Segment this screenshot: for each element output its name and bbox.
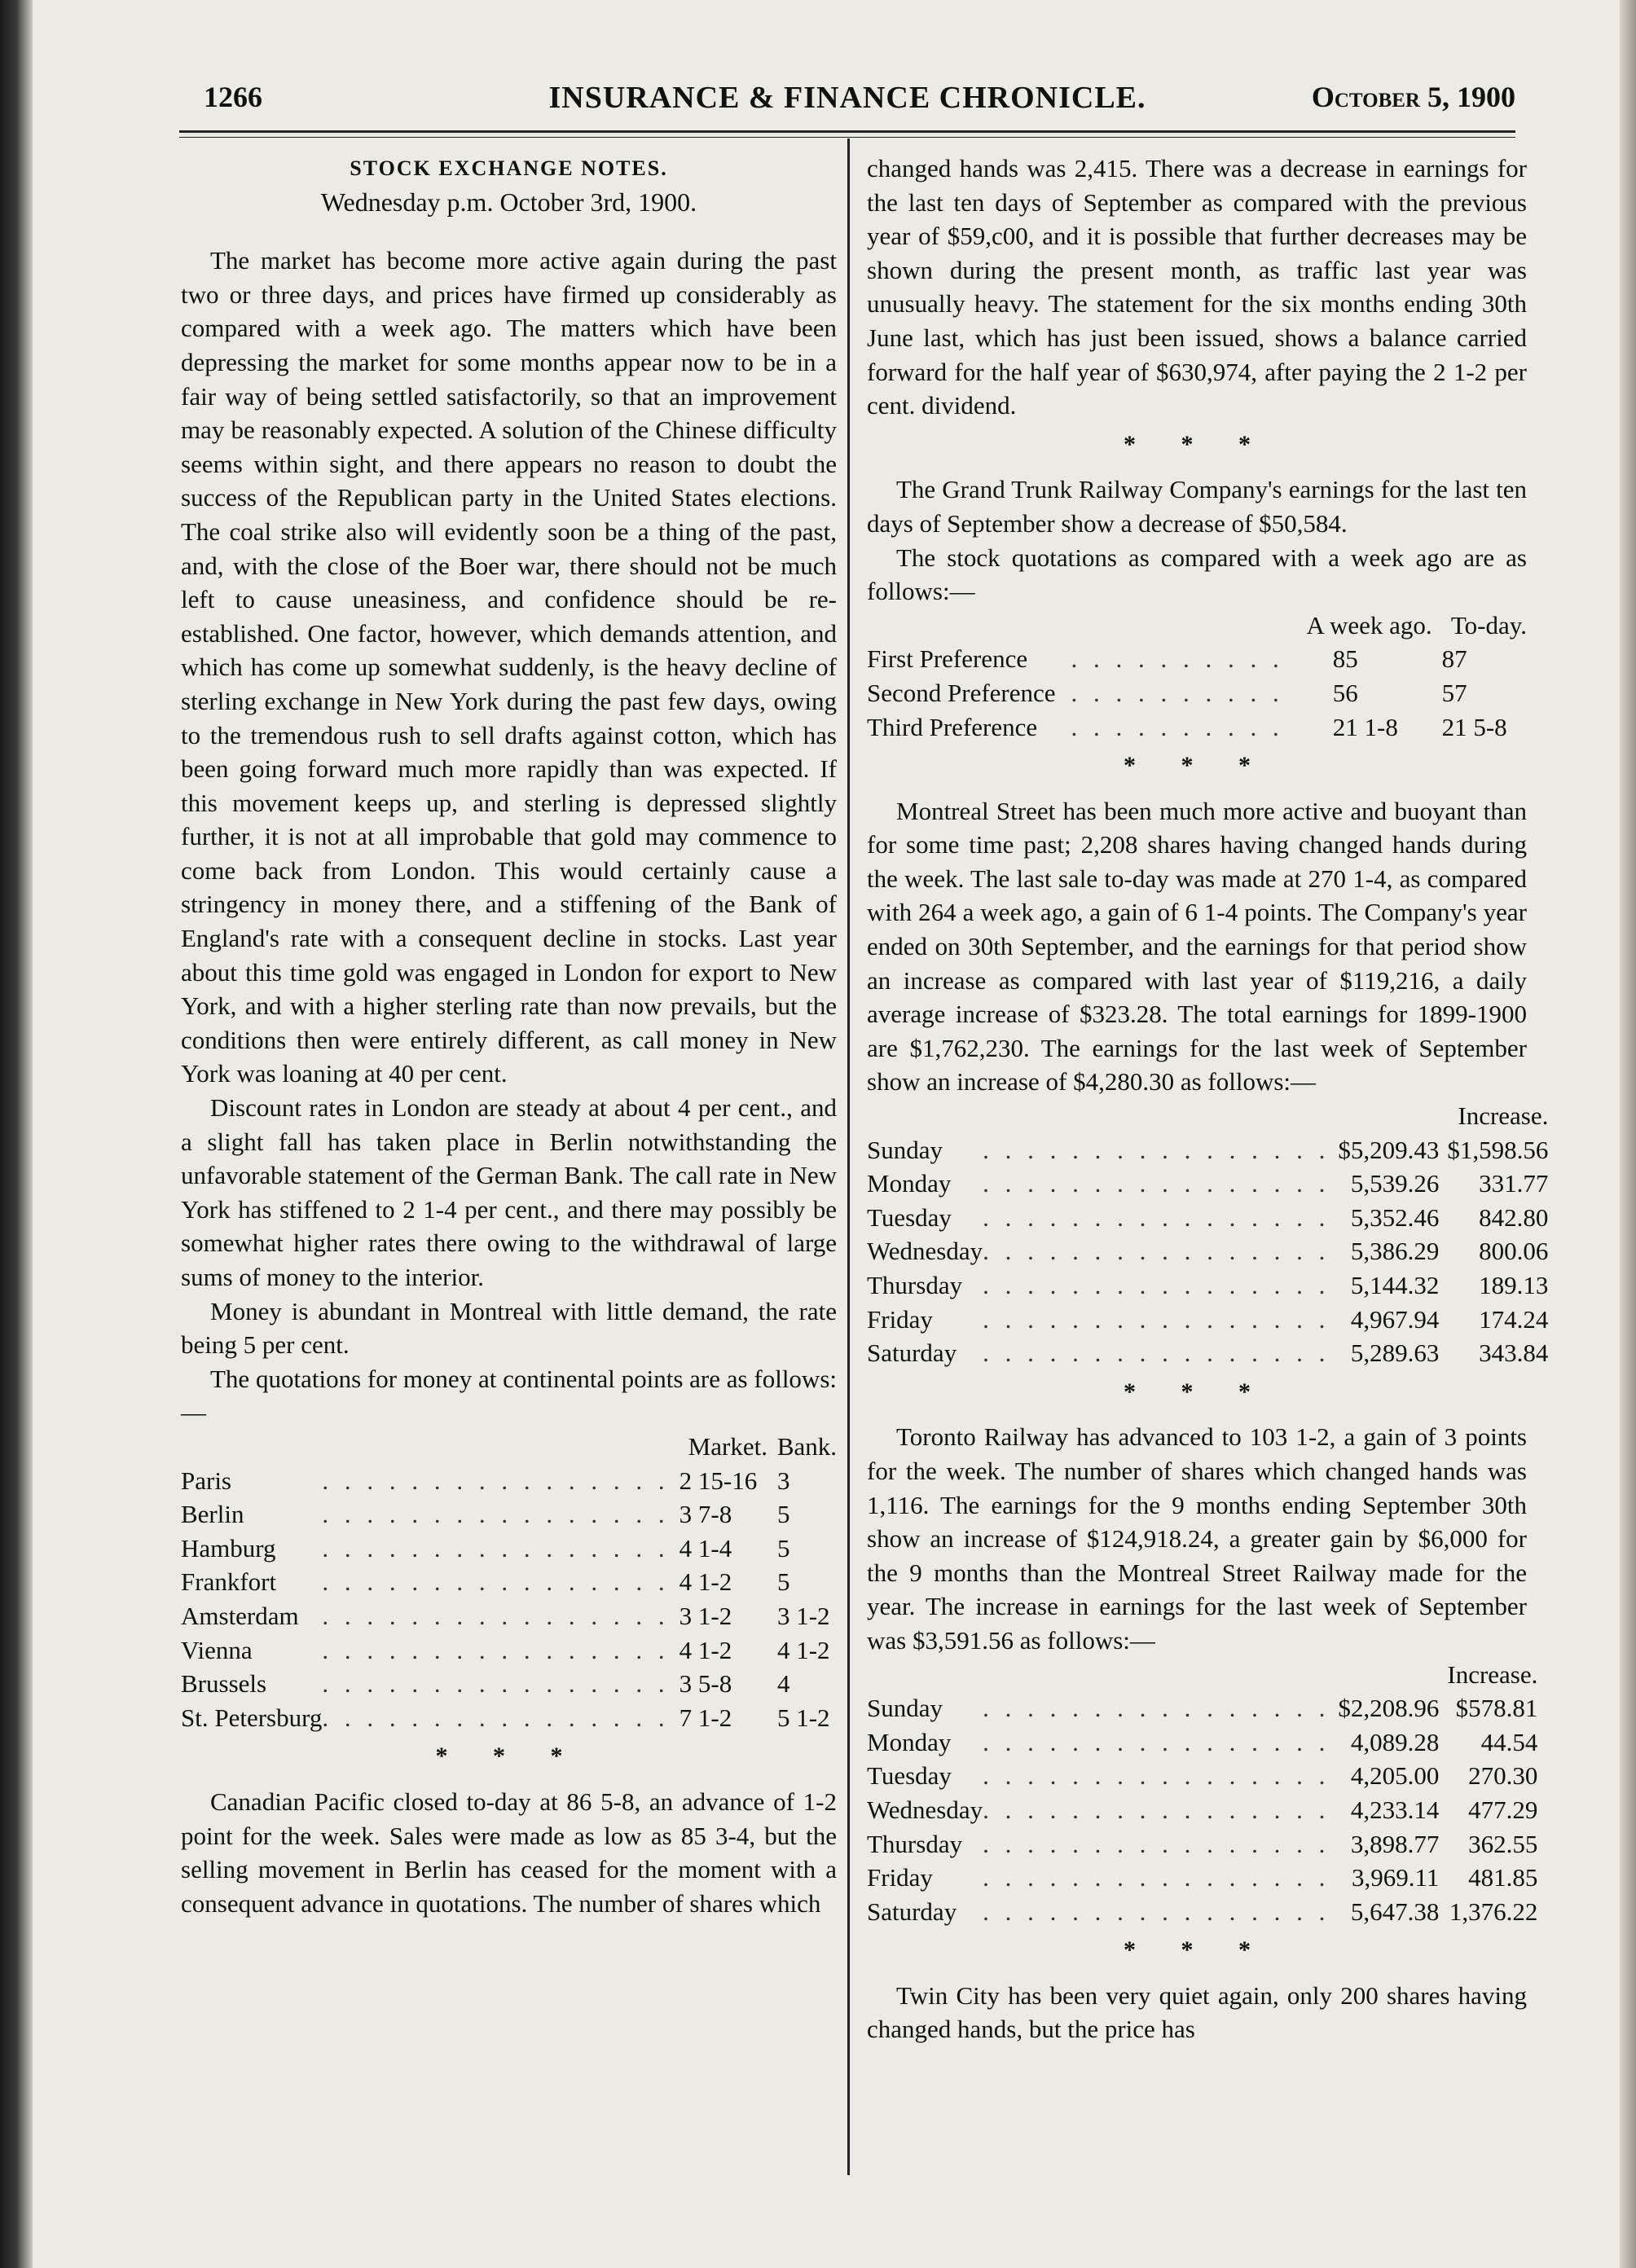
table-row xyxy=(867,1759,1537,1793)
column-header-increase: Increase. xyxy=(1447,1659,1538,1689)
earnings-increase: 44.54 xyxy=(1480,1727,1538,1756)
paragraph-canadian-pacific: Canadian Pacific closed to-day at 86 5-8, an advance of 1-2 point for the week. Sales were made as low as 85 3-4, but the selling movement in Berlin has ceased for the moment with a consequent advance in quotations. The number of shares which xyxy=(181,1787,837,1918)
table-row xyxy=(867,710,1527,745)
day-name: Tuesday xyxy=(867,1761,952,1791)
earnings-increase: 343.84 xyxy=(1479,1338,1549,1368)
leader-dots: . . . . . . . . . . . . . . . . xyxy=(983,1694,1330,1723)
journal-title: INSURANCE & FINANCE CHRONICLE. xyxy=(548,81,1146,115)
today-price: 57 xyxy=(1441,678,1467,707)
market-rate: 4 1-2 xyxy=(679,1567,732,1597)
earnings-amount: 5,144.32 xyxy=(1350,1271,1440,1299)
stock-name: Second Preference xyxy=(867,678,1056,707)
day-name: Wednesday xyxy=(867,1795,983,1824)
table-row xyxy=(181,1599,837,1633)
leader-dots: . . . . . . . . . . . . . . . . xyxy=(983,1761,1330,1791)
earnings-increase: 477.29 xyxy=(1468,1795,1538,1824)
paragraph-market-outlook: The market has become more active again during the past two or three days, and prices have firmed up considerably as compared with a week ago. The matters which have been depressing the market for some months appear now to be in a fair way of being settled satisfactorily, so that an improvement may be reasonably expected. A solution of the Chinese difficulty seems within sight, and there appears no reason to doubt the success of the Republican party in the United States elections. The coal strike also will evidently soon be a thing of the past, and, with the close of the Boer war, there should not be much left to cause uneasiness, and confidence should be re-established. One factor, however, which demands attention, and which has come up somewhat suddenly, is the heavy decline of sterling exchange in New York during the past few days, owing to the tremendous rush to sell drafts against cotton, which has been going forward much more rapidly than was expected. If this movement keeps up, and sterling is depressed slightly further, it is not at all improbable that gold may commence to come back from London. This would certainly cause a stringency in money there, and a stiffening of the Bank of England's rate with a consequent decline in stocks. Last year about this time gold was engaged in London for export to New York, and with a higher sterling rate than now prevails, but the conditions then were entirely different, as call money in New York was loaning at 40 per cent. xyxy=(181,246,837,1088)
today-price: 21 5-8 xyxy=(1441,712,1507,741)
table-row xyxy=(867,642,1527,676)
leader-dots: . . . . . . . . . . xyxy=(1071,678,1284,707)
paragraph-cp-continued: changed hands was 2,415. There was a decrease in earnings for the last ten days of September as compared with the previous year of $59,c00, and it is possible that further decreases may be shown during the present month, as traffic last year was unusually heavy. The statement for the six months ending 30th June last, which has just been issued, shows a balance carried forward for the half year of $630,974, after paying the 2 1-2 per cent. dividend. xyxy=(867,154,1527,420)
leader-dots: . . . . . . . . . . . . . . . . xyxy=(322,1601,670,1630)
city-name: Frankfort xyxy=(181,1567,277,1597)
earnings-amount: 3,898.77 xyxy=(1350,1829,1440,1858)
city-name: Hamburg xyxy=(181,1533,276,1563)
column-header-week-ago: A week ago. xyxy=(1306,610,1432,640)
leader-dots: . . . . . . . . . . . . . . . . xyxy=(983,1202,1330,1232)
page-edge-shadow xyxy=(1620,0,1636,2268)
city-name: St. Petersburg xyxy=(181,1703,323,1732)
leader-dots: . . . . . . . . . . . . . . . . xyxy=(322,1500,670,1529)
issue-date: October 5, 1900 xyxy=(1311,81,1515,113)
paragraph-grand-trunk: The Grand Trunk Railway Company's earnings for the last ten days of September show a decrease of $50,584. xyxy=(867,475,1527,538)
section-title: STOCK EXCHANGE NOTES. xyxy=(350,156,668,180)
section-date: Wednesday p.m. October 3rd, 1900. xyxy=(320,187,697,217)
table-row xyxy=(867,1691,1537,1725)
earnings-amount: 3,969.11 xyxy=(1352,1863,1440,1892)
today-price: 87 xyxy=(1441,644,1467,674)
market-rate: 3 1-2 xyxy=(679,1601,732,1630)
city-name: Berlin xyxy=(181,1500,244,1529)
table-row xyxy=(867,1895,1537,1929)
day-name: Monday xyxy=(867,1727,952,1756)
city-name: Vienna xyxy=(181,1635,253,1664)
earnings-increase: $578.81 xyxy=(1455,1694,1538,1723)
leader-dots: . . . . . . . . . . . . . . . . xyxy=(983,1863,1330,1892)
section-separator: * * * xyxy=(1124,1936,1270,1964)
earnings-amount: $5,209.43 xyxy=(1338,1135,1440,1164)
table-header-row xyxy=(867,609,1527,643)
leader-dots: . . . . . . . . . . . . . . . . xyxy=(983,1338,1330,1368)
bank-rate: 5 xyxy=(776,1500,790,1529)
running-header xyxy=(179,80,1515,129)
market-rate: 7 1-2 xyxy=(679,1703,732,1732)
day-name: Friday xyxy=(867,1304,933,1334)
earnings-amount: 5,647.38 xyxy=(1350,1897,1440,1926)
earnings-increase: 842.80 xyxy=(1479,1202,1549,1232)
column-divider xyxy=(847,138,850,2175)
day-name: Friday xyxy=(867,1863,933,1892)
paragraph-toronto-railway: Toronto Railway has advanced to 103 1-2, a gain of 3 points for the week. The number of shares which changed hands was 1,116. The earnings for the 9 months ending September 30th show an increase of $124,918.24, a greater gain by $6,000 for the 9 months than the Montreal Street Railway made for the year. The increase in earnings for the last week of September was $3,591.56 as follows:— xyxy=(867,1422,1527,1655)
leader-dots: . . . . . . . . . . . . . . . . xyxy=(983,1795,1330,1824)
table-row xyxy=(181,1565,837,1599)
bank-rate: 5 1-2 xyxy=(776,1703,830,1732)
earnings-increase: 800.06 xyxy=(1479,1237,1549,1266)
leader-dots: . . . . . . . . . . xyxy=(1071,712,1284,741)
day-name: Thursday xyxy=(867,1829,963,1858)
montreal-street-earnings-table xyxy=(867,1099,1548,1370)
column-header-bank: Bank. xyxy=(776,1431,837,1461)
table-row xyxy=(867,1303,1548,1337)
leader-dots: . . . . . . . . . . . . . . . . xyxy=(322,1567,670,1597)
earnings-increase: $1,598.56 xyxy=(1447,1135,1549,1164)
table-row xyxy=(181,1464,837,1498)
table-row xyxy=(181,1497,837,1532)
city-name: Amsterdam xyxy=(181,1601,299,1630)
earnings-amount: 4,967.94 xyxy=(1350,1304,1440,1334)
market-rate: 4 1-4 xyxy=(679,1533,732,1563)
table-row xyxy=(181,1633,837,1668)
week-ago-price: 56 xyxy=(1332,678,1358,707)
day-name: Saturday xyxy=(867,1338,957,1368)
bank-rate: 3 1-2 xyxy=(776,1601,830,1630)
paragraph-continental-intro: The quotations for money at continental points are as follows:— xyxy=(181,1364,837,1427)
bank-rate: 4 xyxy=(776,1669,790,1699)
section-separator: * * * xyxy=(1124,430,1270,458)
table-header-row xyxy=(867,1099,1548,1133)
leader-dots: . . . . . . . . . . . . . . . . xyxy=(983,1271,1330,1299)
leader-dots: . . . . . . . . . . . . . . . . xyxy=(322,1635,670,1664)
day-name: Sunday xyxy=(867,1135,943,1164)
table-row xyxy=(867,1725,1537,1760)
leader-dots: . . . . . . . . . . xyxy=(1071,644,1284,674)
earnings-increase: 189.13 xyxy=(1479,1271,1549,1299)
table-row xyxy=(867,1167,1548,1201)
leader-dots: . . . . . . . . . . . . . . . . xyxy=(322,1669,670,1699)
earnings-amount: 4,233.14 xyxy=(1350,1795,1440,1824)
earnings-amount: 5,386.29 xyxy=(1350,1237,1440,1266)
leader-dots: . . . . . . . . . . . . . . . . xyxy=(983,1897,1330,1926)
earnings-amount: 5,352.46 xyxy=(1350,1202,1440,1232)
column-header-today: To-day. xyxy=(1450,610,1527,640)
column-header-market: Market. xyxy=(688,1431,767,1461)
leader-dots: . . . . . . . . . . . . . . . . xyxy=(322,1466,670,1495)
earnings-increase: 362.55 xyxy=(1468,1829,1538,1858)
leader-dots: . . . . . . . . . . . . . . . . xyxy=(983,1727,1330,1756)
city-name: Brussels xyxy=(181,1669,267,1699)
leader-dots: . . . . . . . . . . . . . . . . xyxy=(322,1703,670,1732)
book-spine-shadow xyxy=(0,0,33,2268)
day-name: Wednesday xyxy=(867,1237,983,1266)
section-separator: * * * xyxy=(1124,1378,1270,1405)
earnings-amount: 5,539.26 xyxy=(1350,1169,1440,1198)
earnings-increase: 174.24 xyxy=(1479,1304,1549,1334)
earnings-amount: 4,205.00 xyxy=(1350,1761,1440,1791)
leader-dots: . . . . . . . . . . . . . . . . xyxy=(983,1237,1330,1266)
money-rates-table xyxy=(181,1430,837,1734)
day-name: Saturday xyxy=(867,1897,957,1926)
table-row xyxy=(867,1268,1548,1303)
toronto-railway-earnings-table xyxy=(867,1658,1537,1929)
section-separator: * * * xyxy=(435,1743,583,1770)
earnings-amount: 5,289.63 xyxy=(1350,1338,1440,1368)
table-row xyxy=(867,1234,1548,1268)
leader-dots: . . . . . . . . . . . . . . . . xyxy=(983,1829,1330,1858)
market-rate: 3 7-8 xyxy=(679,1500,732,1529)
table-header-row xyxy=(867,1658,1537,1692)
leader-dots: . . . . . . . . . . . . . . . . xyxy=(983,1304,1330,1334)
paragraph-montreal-street: Montreal Street has been much more active and buoyant than for some time past; 2,208 shares having changed hands during the week. The last sale to-day was made at 270 1-4, as compared with 264 a week ago, a gain of 6 1-4 points. The Company's year ended on 30th September, and the earnings for that period show an increase as compared with last year of $119,216, a daily average increase of $323.28. The total earnings for 1899-1900 are $1,762,230. The earnings for the last week of September show an increase of $4,280.30 as follows:— xyxy=(867,796,1527,1097)
header-rule-thin xyxy=(179,137,1515,138)
leader-dots: . . . . . . . . . . . . . . . . xyxy=(983,1135,1330,1164)
bank-rate: 3 xyxy=(776,1466,790,1495)
section-separator: * * * xyxy=(1124,752,1270,780)
page-number: 1266 xyxy=(204,81,262,113)
bank-rate: 5 xyxy=(776,1533,790,1563)
day-name: Thursday xyxy=(867,1271,963,1299)
earnings-increase: 331.77 xyxy=(1479,1169,1549,1198)
stock-name: Third Preference xyxy=(867,712,1038,741)
table-row xyxy=(867,1827,1537,1861)
day-name: Sunday xyxy=(867,1694,943,1723)
table-header-row xyxy=(181,1430,837,1464)
header-rule xyxy=(179,130,1515,133)
city-name: Paris xyxy=(181,1466,231,1495)
leader-dots: . . . . . . . . . . . . . . . . xyxy=(322,1533,670,1563)
column-header-increase: Increase. xyxy=(1458,1101,1549,1131)
left-column xyxy=(181,152,837,1920)
earnings-increase: 270.30 xyxy=(1468,1761,1538,1791)
table-row xyxy=(181,1701,837,1735)
bank-rate: 5 xyxy=(776,1567,790,1597)
earnings-increase: 1,376.22 xyxy=(1449,1897,1538,1926)
paragraph-discount-rates: Discount rates in London are steady at about 4 per cent., and a slight fall has taken place in Berlin notwithstanding the unfavorable statement of the German Bank. The call rate in New York has stiffened to 2 1-4 per cent., and there may possibly be somewhat higher rates there owing to the withdrawal of large sums of money to the interior. xyxy=(181,1093,837,1291)
day-name: Monday xyxy=(867,1169,952,1198)
leader-dots: . . . . . . . . . . . . . . . . xyxy=(983,1169,1330,1198)
table-row xyxy=(867,1201,1548,1235)
week-ago-price: 21 1-8 xyxy=(1332,712,1398,741)
grand-trunk-quotations-table xyxy=(867,609,1527,744)
paragraph-twin-city: Twin City has been very quiet again, only 200 shares having changed hands, but the price has xyxy=(867,1980,1527,2044)
stock-name: First Preference xyxy=(867,644,1028,674)
earnings-amount: $2,208.96 xyxy=(1338,1694,1440,1723)
table-row xyxy=(181,1532,837,1566)
paragraph-gt-quotations-intro: The stock quotations as compared with a week ago are as follows:— xyxy=(867,543,1527,606)
market-rate: 2 15-16 xyxy=(679,1466,758,1495)
market-rate: 4 1-2 xyxy=(679,1635,732,1664)
bank-rate: 4 1-2 xyxy=(776,1635,830,1664)
table-row xyxy=(181,1667,837,1701)
table-row xyxy=(867,1133,1548,1167)
table-row xyxy=(867,676,1527,710)
paragraph-montreal-money: Money is abundant in Montreal with little demand, the rate being 5 per cent. xyxy=(181,1296,837,1360)
market-rate: 3 5-8 xyxy=(679,1669,732,1699)
day-name: Tuesday xyxy=(867,1202,952,1232)
table-row xyxy=(867,1336,1548,1370)
earnings-increase: 481.85 xyxy=(1468,1863,1538,1892)
table-row xyxy=(867,1861,1537,1895)
right-column xyxy=(867,152,1549,2046)
earnings-amount: 4,089.28 xyxy=(1350,1727,1440,1756)
table-row xyxy=(867,1793,1537,1827)
week-ago-price: 85 xyxy=(1332,644,1358,674)
